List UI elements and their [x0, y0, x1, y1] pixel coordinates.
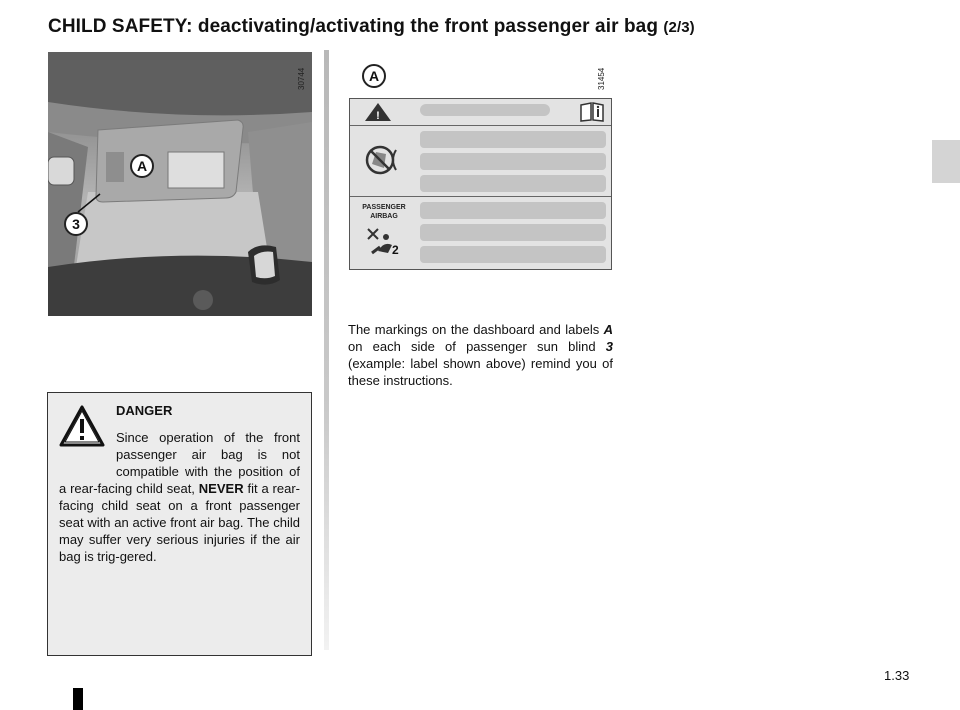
column-divider — [324, 50, 329, 650]
instruction-text — [348, 321, 613, 389]
title-part: (2/3) — [663, 19, 695, 36]
page-title — [48, 16, 695, 38]
photo-illustration — [48, 52, 312, 316]
title-text: CHILD SAFETY: deactivating/activating the front passenger air bag — [48, 16, 659, 37]
manual-book-icon — [579, 102, 605, 122]
danger-warning-box — [47, 392, 312, 656]
label-row-passenger-airbag — [350, 197, 611, 268]
passenger-text: PASSENGER — [362, 204, 406, 211]
body-text-3: (example: label shown above) remind you of these instructions. — [348, 356, 613, 388]
sun-visor-photo — [48, 52, 312, 316]
chapter-tab — [932, 140, 960, 183]
danger-text — [59, 429, 300, 565]
airbag-warning-label — [349, 98, 612, 270]
diagram-code: 31454 — [597, 67, 606, 90]
label-reference: A — [603, 322, 613, 337]
callout-a: A — [130, 154, 154, 178]
passenger-airbag-label — [352, 203, 416, 221]
callout-3: 3 — [64, 212, 88, 236]
svg-text:!: ! — [376, 110, 380, 122]
body-text-2: on each side of passenger sun blind — [348, 339, 606, 354]
danger-text-1: Since operation of the front passenger air bag is not compatible with the position of a rear-facing child seat, — [59, 430, 300, 496]
danger-title: DANGER — [116, 403, 173, 418]
warning-triangle-icon — [364, 102, 392, 122]
airbag-off-icon — [366, 227, 406, 259]
blind-reference: 3 — [605, 339, 613, 354]
no-rear-facing-seat-icon — [364, 140, 404, 180]
danger-never: NEVER — [198, 481, 244, 496]
page-number: 1.33 — [884, 668, 910, 683]
label-row-header — [350, 99, 611, 126]
airbag-icon-number: 2 — [392, 243, 399, 257]
body-text-1: The markings on the dashboard and labels — [348, 322, 604, 337]
airbag-text: AIRBAG — [370, 213, 398, 220]
danger-text-2: fit a rear-facing child seat on a front passenger seat with an active front air bag. The child may suffer very serious injuries if the air bag is trig-gered. — [59, 481, 301, 564]
diagram-callout-a: A — [362, 64, 386, 88]
label-row-child-seat — [350, 126, 611, 197]
photo-code: 30744 — [297, 67, 306, 90]
corner-mark — [73, 688, 83, 710]
